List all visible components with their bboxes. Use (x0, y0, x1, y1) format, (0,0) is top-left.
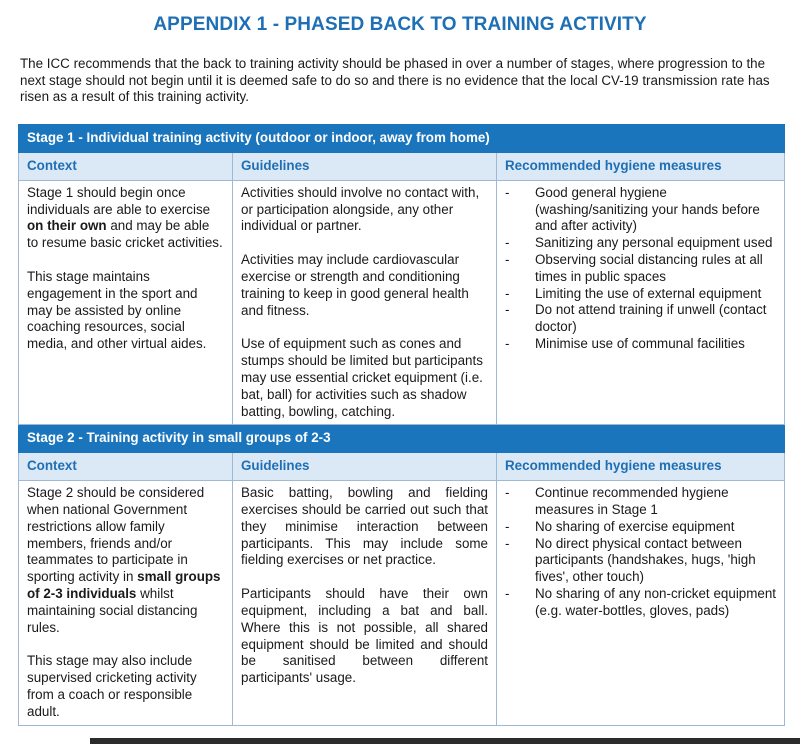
stage-1-guideline-3: Use of equipment such as cones and stumps should be limited but participants may use essential cricket equipment (i.e. bat, ball) for activities such as shadow batting, bowling, catching. (241, 336, 483, 419)
list-item: - Minimise use of communal facilities (505, 336, 776, 353)
list-item: - No direct physical contact between participants (handshakes, hugs, 'high fives', other touch) (505, 536, 776, 586)
stage-1-content-row (19, 180, 785, 425)
hygiene-header: Recommended hygiene measures (497, 153, 785, 181)
stage-1-guideline-2: Activities may include cardiovascular exercise or strength and conditioning training to keep in good general health and fitness. (241, 252, 469, 318)
stage-2-content-row (19, 481, 785, 725)
stage-2-context-text-end: whilst maintaining social distancing rules. (27, 585, 198, 635)
stage-2-hygiene-cell (497, 481, 785, 725)
list-item: - Limiting the use of external equipment (505, 286, 776, 303)
list-item: - Observing social distancing rules at all times in public spaces (505, 252, 776, 286)
context-header: Context (19, 153, 233, 181)
list-item: - Continue recommended hygiene measures in Stage 1 (505, 485, 776, 519)
list-item: - Sanitizing any personal equipment used (505, 235, 776, 252)
stage-1-context-emphasis: on their own (27, 218, 107, 234)
stage-2-title: Stage 2 - Training activity in small groups of 2-3 (19, 425, 785, 453)
stage-1-title: Stage 1 - Individual training activity (outdoor or indoor, away from home) (19, 125, 785, 153)
stage-1-context-paragraph-2: This stage maintains engagement in the sport and may be assisted by online coaching resources, social media, and other virtual aides. (27, 268, 207, 352)
stage-2-hygiene-list (505, 485, 776, 619)
stage-2-header-row (19, 425, 785, 453)
stage-1-hygiene-cell (497, 180, 785, 425)
guidelines-header: Guidelines (233, 453, 497, 481)
stage-1-context-text: Stage 1 should begin once individuals are able to exercise (27, 184, 211, 217)
phased-training-table (18, 124, 785, 726)
stage-2-guideline-1: Basic batting, bowling and fielding exercises should be carried out such that they minimise interaction between participants. This may include some fielding exercises or net practice. (241, 485, 488, 568)
stage-1-context-text-end: and may be able to resume basic cricket activities. (27, 218, 223, 251)
stage-2-context-cell (19, 481, 233, 725)
stage-1-context-cell (19, 180, 233, 425)
stage-2-guideline-2: Participants should have their own equipment, including a bat and ball. Where this is not possible, all shared equipment should be limited and should be sanitised between different participants' usage. (241, 586, 488, 686)
list-item: - No sharing of any non-cricket equipment (e.g. water-bottles, gloves, pads) (505, 586, 776, 620)
stage-2-context-text: Stage 2 should be considered when national Government restrictions allow family members, friends and/or teammates to participate in sporting activity in (27, 485, 205, 585)
viewer-bottom-edge (90, 738, 800, 744)
intro-paragraph: The ICC recommends that the back to training activity should be phased in over a number of stages, where progression to the next stage should not begin until it is deemed safe to do so and there is no evidence that the local CV-19 transmission rate has risen as a result of this training activity. (20, 56, 770, 104)
stage-1-context-paragraph-1 (27, 185, 224, 252)
guidelines-header: Guidelines (233, 153, 497, 181)
stage-1-column-headers (19, 153, 785, 181)
stage-1-hygiene-list (505, 185, 776, 353)
stage-2-context-paragraph-2: This stage may also include supervised cricketing activity from a coach or responsible adult. (27, 653, 197, 719)
stage-1-header-row (19, 125, 785, 153)
stage-2-column-headers (19, 453, 785, 481)
page-title: APPENDIX 1 - PHASED BACK TO TRAINING ACTIVITY (153, 14, 647, 35)
list-item: - No sharing of exercise equipment (505, 519, 776, 536)
context-header: Context (19, 453, 233, 481)
list-item: - Good general hygiene (washing/sanitizing your hands before and after activity) (505, 185, 776, 235)
stage-2-context-paragraph-1 (27, 485, 224, 636)
stage-2-context-emphasis: small groups of 2-3 individuals (27, 569, 221, 601)
stage-1-guideline-1: Activities should involve no contact with, or participation alongside, any other individual or partner. (241, 184, 480, 234)
stage-2-guidelines-cell (233, 481, 497, 725)
hygiene-header: Recommended hygiene measures (497, 453, 785, 481)
stage-1-guidelines-cell (233, 180, 497, 425)
list-item: - Do not attend training if unwell (contact doctor) (505, 302, 776, 336)
